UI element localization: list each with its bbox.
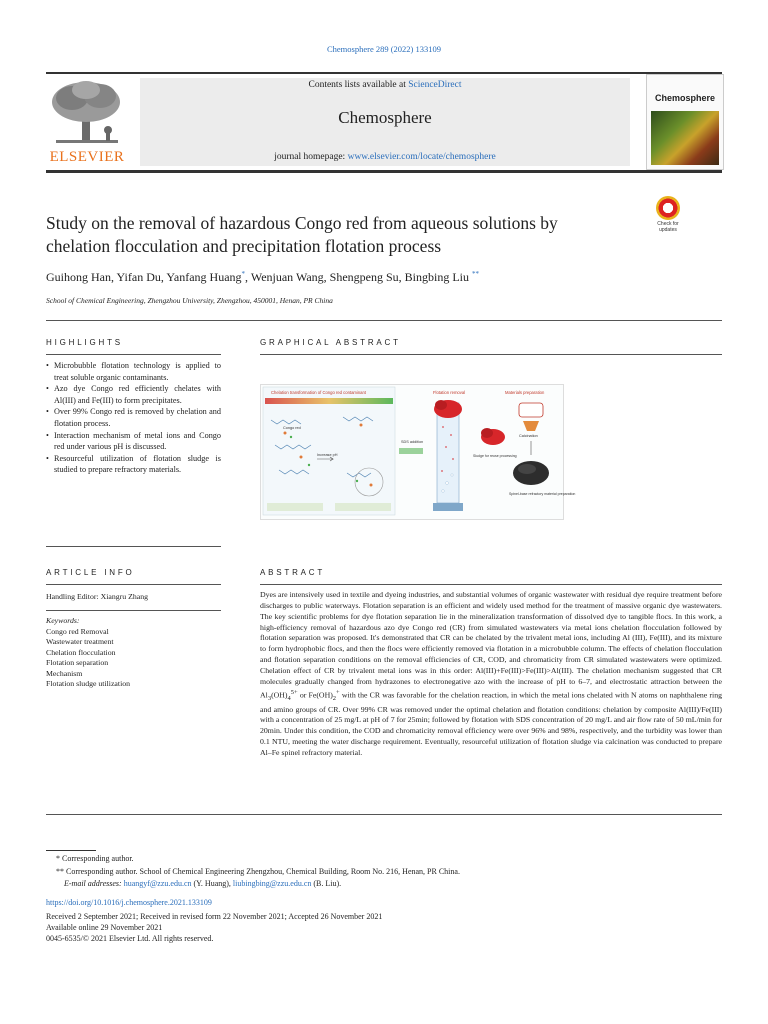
abstract-sub-2: 4 — [287, 694, 291, 702]
ga-panel2-title: Flotation removal — [433, 390, 466, 395]
ga-calcination-label: Calcination — [519, 434, 538, 438]
check-for-updates-button[interactable] — [648, 196, 688, 236]
keyword-item: Wastewater treatment — [46, 637, 114, 647]
copyright-line: 0045-6535/© 2021 Elsevier Ltd. All rights reserved. — [46, 934, 214, 943]
abstract-sub-1: 3 — [267, 694, 272, 702]
abstract-text — [260, 590, 722, 759]
contents-line — [140, 80, 630, 90]
handling-editor: Handling Editor: Xiangru Zhang — [46, 592, 148, 601]
ga-sds-label: SDS addition — [401, 440, 424, 444]
authors-part-2: , Wenjuan Wang, Shengpeng Su, Bingbing Liu — [245, 270, 469, 284]
publisher-name: ELSEVIER — [49, 149, 125, 165]
highlight-item: • Resourceful utilization of flotation sludge is studied to prepare refractory materials. — [46, 453, 221, 476]
homepage-line — [140, 152, 630, 162]
homepage-prefix: journal homepage: — [274, 152, 348, 162]
email-2-owner: (B. Liu). — [311, 879, 342, 889]
graphical-abstract-figure[interactable] — [260, 384, 576, 520]
highlights-end-rule — [46, 546, 221, 547]
footnote-2 — [46, 866, 726, 879]
header-top-rule — [46, 72, 722, 74]
cover-image — [651, 111, 719, 165]
keyword-item: Mechanism — [46, 668, 83, 678]
keyword-item: Flotation separation — [46, 658, 109, 668]
doi-link[interactable]: https://doi.org/10.1016/j.chemosphere.2021.133109 — [46, 898, 212, 907]
email-link-liu[interactable]: liubingbing@zzu.edu.cn — [232, 879, 312, 889]
highlight-item: • Over 99% Congo red is removed by chelation and flotation process. — [46, 406, 221, 429]
cover-title: Chemosphere — [654, 93, 716, 103]
keyword-item: Chelation flocculation — [46, 647, 116, 657]
paper-title: Study on the removal of hazardous Congo red from aqueous solutions by chelation flocculation and precipitation flotation process — [46, 213, 558, 256]
abstract-mid-2: or Fe(OH) — [297, 690, 333, 700]
homepage-link[interactable]: www.elsevier.com/locate/chemosphere — [347, 152, 496, 162]
history-received: Received 2 September 2021; Received in revised form 22 November 2021; Accepted 26 November 2021 — [46, 912, 383, 921]
abstract-sub-3: 2 — [332, 694, 337, 702]
header-bottom-rule — [46, 170, 722, 173]
journal-cover[interactable] — [646, 74, 724, 170]
ga-panel1-title: Chelation transformation of Congo red contaminant — [271, 390, 366, 395]
sciencedirect-link[interactable]: ScienceDirect — [408, 80, 462, 90]
abstract-sup-2: + — [336, 688, 340, 696]
keywords-list — [46, 627, 221, 689]
corresponding-mark-2[interactable]: ** — [472, 270, 479, 278]
keyword-item: Congo red Removal — [46, 627, 109, 636]
check-updates-label: Check for updates — [657, 221, 679, 233]
journal-reference[interactable]: Chemosphere 289 (2022) 133109 — [326, 44, 442, 54]
highlights-rule — [46, 354, 221, 355]
ga-sludge-label: Sludge for reuse processing — [473, 454, 517, 458]
keyword-item: Flotation sludge utilization — [46, 679, 131, 689]
abstract-rule — [260, 584, 722, 585]
email-label: E-mail addresses: — [64, 879, 122, 889]
article-info-rule — [46, 584, 221, 585]
email-link-huang[interactable]: huangyf@zzu.edu.cn — [123, 879, 192, 889]
keywords-label: Keywords: — [46, 616, 80, 625]
contents-prefix: Contents lists available at — [308, 80, 409, 90]
footnote-rule — [46, 850, 96, 851]
footnote-2-mark: ** — [56, 866, 64, 876]
highlights-list — [46, 360, 221, 476]
ga-congo-red-label: Congo red — [283, 426, 301, 430]
article-info-rule-2 — [46, 610, 221, 611]
journal-name: Chemosphere — [338, 108, 432, 127]
authors-part-1: Guihong Han, Yifan Du, Yanfang Huang — [46, 270, 242, 284]
graphical-abstract-svg — [261, 385, 576, 519]
highlight-item: • Microbubble flotation technology is applied to treat soluble organic contaminants. — [46, 360, 221, 383]
abstract-end-rule — [46, 814, 722, 815]
footnotes — [46, 853, 726, 891]
check-updates-icon — [656, 196, 680, 220]
footnote-1 — [46, 853, 726, 866]
graphical-abstract-rule — [260, 354, 722, 355]
highlights-heading: HIGHLIGHTS — [46, 338, 123, 347]
corresponding-mark-1[interactable]: * — [241, 270, 246, 278]
highlight-item: • Interaction mechanism of metal ions and Congo red under various pH is discussed. — [46, 430, 221, 453]
highlight-item: • Azo dye Congo red efficiently chelates with Al(III) and Fe(III) to form precipitates. — [46, 383, 221, 406]
email-1-owner: (Y. Huang), — [191, 879, 233, 889]
ga-panel3-title: Materials preparation — [505, 390, 545, 395]
author-list — [46, 270, 726, 285]
abstract-mid-1: (OH) — [271, 690, 288, 700]
article-history — [46, 911, 726, 944]
ga-increase-ph-label: Increase pH — [317, 453, 338, 457]
email-line — [46, 878, 726, 891]
footnote-1-mark: * — [56, 854, 60, 863]
article-info-heading: ARTICLE INFO — [46, 568, 135, 577]
footnote-2-text: Corresponding author. School of Chemical Engineering Zhengzhou, Chemical Building, Room No. 216, Henan, PR China. — [66, 866, 460, 876]
ga-product-label: Spinel-base refractory material preparation — [509, 492, 576, 496]
abstract-part-2: with the CR was favorable for the chelation reaction, in which the metal ions chelated with N atoms on naphthalene ring and amino groups of CR. Over 99% CR was removed under the optimal chelation and flotation conditions: chelation by composite Al(III)/Fe(III) with a concentration of 25 mg/L at pH of 7 for 25min; followed by flotation with SDS concentration of 20 mg/L and air flow rate of 50 mL/min for 20min. Under this condition, the COD and chromaticity removal efficiency were over 96% and 98%, respectively, and the turbidity was lower than 0.1 NTU, meeting the water discharge requirement. Eventually, resourceful utilization of flotation sludge via calcination was conducted to prepare Al–Fe spinel refractory material. — [260, 690, 722, 757]
abstract-heading: ABSTRACT — [260, 568, 326, 577]
publisher-logo[interactable] — [46, 78, 128, 166]
journal-banner — [140, 78, 630, 166]
tree-logo-icon — [46, 78, 128, 148]
title-rule — [46, 320, 722, 321]
graphical-abstract-heading: GRAPHICAL ABSTRACT — [260, 338, 401, 347]
history-available: Available online 29 November 2021 — [46, 923, 163, 932]
footnote-1-text: Corresponding author. — [62, 854, 134, 863]
abstract-sup-1: 5+ — [290, 688, 298, 696]
affiliation: School of Chemical Engineering, Zhengzhou University, Zhengzhou, 450001, Henan, PR China — [46, 296, 333, 305]
abstract-part-1: Dyes are intensively used in textile and dyeing industries, and substantial volumes of organic wastewater with residual dye require treatment before discharges to public waterways. Flotation separation is an efficient and widely used method for the treatment of massive organic dye wastewaters. The key scientific problems for dye flotation separation lie in the mineralization transformation of dissolved dye to tangible flocs. In this work, a high-efficiency removal of hazardous azo dye Congo red (CR) from simulated wastewaters via metal ions chelation flocculation followed by flotation separation was proposed. It's demonstrated that CR can be chelated by the trivalent metal ions, including Al (III), Fe(III), and its mixture to form hydrophobic flocs, and then the flocs were efficiently removed via flotation in a microbubble column. The effects of chelation flocculation and flotation separation conditions on the removal efficiencies of CR, COD, and chromaticity from CR simulated wastewaters were optimized. Chelation effect of CR by trivalent metal ions was in this order: Al(III)+Fe(III)>Fe(III)>Al(III). The chelation mechanism suggested that CR molecules gradually changed from hydrazones to electronegative azo with the increase of pH to 6–7, and electrostatic attraction between the Al — [260, 590, 722, 700]
